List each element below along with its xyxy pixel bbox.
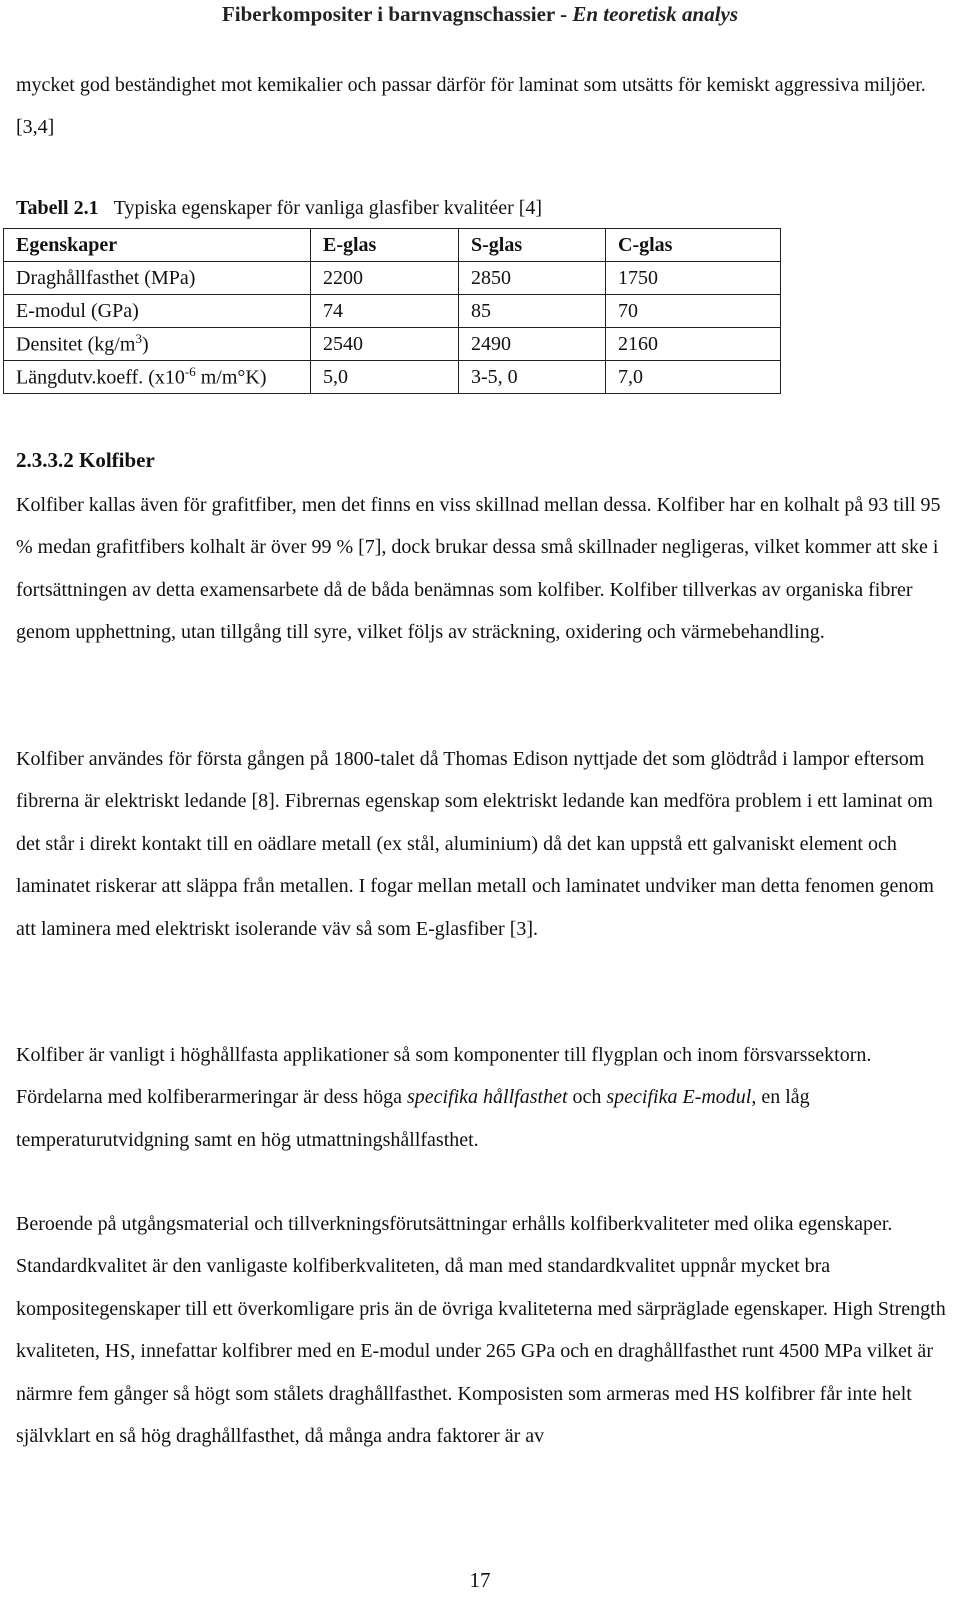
table-row bbox=[4, 328, 781, 361]
text-run: , en låg temperaturutvidgning samt en hög utmattningshållfasthet. bbox=[16, 1086, 810, 1151]
intro-paragraph: mycket god beständighet mot kemikalier och passar därför för laminat som utsätts för kemiskt aggressiva miljöer. [3,4] bbox=[16, 74, 926, 139]
table-header-cell: Egenskaper bbox=[4, 229, 311, 262]
table-header-cell: C-glas bbox=[606, 229, 781, 262]
row-label-superscript: 3 bbox=[135, 331, 142, 347]
row-label-suffix: m/m°K) bbox=[195, 366, 267, 389]
table-cell: 7,0 bbox=[606, 361, 781, 394]
text-run: Kolfiber är vanligt i höghållfasta applikationer så som komponenter till flygplan och inom försvarssektorn. Fördelarna med kolfiberarmeringar är dess höga bbox=[16, 1044, 872, 1109]
section-heading: 2.3.3.2 Kolfiber bbox=[16, 448, 155, 472]
table-header-row bbox=[4, 229, 781, 262]
row-label bbox=[4, 328, 311, 361]
table-cell: 5,0 bbox=[311, 361, 459, 394]
row-label: Draghållfasthet (MPa) bbox=[4, 262, 311, 295]
row-label-suffix: ) bbox=[141, 333, 149, 356]
table-label: Tabell 2.1 bbox=[16, 197, 99, 219]
row-label-superscript: -6 bbox=[184, 364, 196, 380]
table-cell: 85 bbox=[459, 295, 606, 328]
table-row bbox=[4, 361, 781, 394]
table-cell: 2200 bbox=[311, 262, 459, 295]
row-label-text: Längdutv.koeff. (x10 bbox=[16, 366, 185, 389]
text-run: och bbox=[567, 1086, 607, 1109]
table-row bbox=[4, 295, 781, 328]
table-cell: 70 bbox=[606, 295, 781, 328]
table-cell: 2850 bbox=[459, 262, 606, 295]
table-caption-text: Typiska egenskaper för vanliga glasfiber kvalitéer [4] bbox=[113, 197, 543, 219]
table-cell: 1750 bbox=[606, 262, 781, 295]
italic-term: specifika E-modul bbox=[606, 1086, 752, 1109]
paragraph-applications bbox=[16, 1034, 946, 1161]
table-header-cell: S-glas bbox=[459, 229, 606, 262]
paragraph-history: Kolfiber användes för första gången på 1800-talet då Thomas Edison nyttjade det som glödtråd i lampor eftersom fibrerna är elektriskt ledande [8]. Fibrernas egenskap som elektriskt ledande kan medföra problem i ett laminat om det står i direkt kontakt till en oädlare metall (ex stål, aluminium) då det kan uppstå ett galvaniskt element och laminatet riskerar att släppa från metallen. I fogar mellan metall och laminatet undviker man detta fenomen genom att laminera med elektriskt isolerande väv så som E-glasfiber [3]. bbox=[16, 748, 934, 940]
table-cell: 2540 bbox=[311, 328, 459, 361]
page-number: 17 bbox=[469, 1568, 491, 1592]
running-header bbox=[0, 2, 960, 27]
table-cell: 74 bbox=[311, 295, 459, 328]
italic-term: specifika hållfasthet bbox=[406, 1086, 568, 1109]
table-cell: 3-5, 0 bbox=[459, 361, 606, 394]
header-title: Fiberkompositer i barnvagnschassier - bbox=[221, 2, 573, 26]
paragraph-definition: Kolfiber kallas även för grafitfiber, men det finns en viss skillnad mellan dessa. Kolfiber har en kolhalt på 93 till 95 % medan grafitfibers kolhalt är över 99 % [7], dock brukar dessa små skillnader negligeras, vilket kommer att ske i fortsättningen av detta examensarbete då de båda benämnas som kolfiber. Kolfiber tillverkas av organiska fibrer genom upphettning, utan tillgång till syre, vilket följs av sträckning, oxidering och värmebehandling. bbox=[16, 494, 941, 644]
row-label: E-modul (GPa) bbox=[4, 295, 311, 328]
table-header-cell: E-glas bbox=[311, 229, 459, 262]
table-cell: 2490 bbox=[459, 328, 606, 361]
header-subtitle: En teoretisk analys bbox=[572, 2, 739, 26]
row-label-text: Densitet (kg/m bbox=[16, 333, 136, 356]
row-label bbox=[4, 361, 311, 394]
table-caption bbox=[16, 197, 542, 220]
table-cell: 2160 bbox=[606, 328, 781, 361]
glass-fiber-properties-table bbox=[3, 228, 781, 394]
paragraph-qualities: Beroende på utgångsmaterial och tillverkningsförutsättningar erhålls kolfiberkvaliteter med olika egenskaper. Standardkvalitet är den vanligaste kolfiberkvaliteten, då man med standardkvalitet uppnår mycket bra kompositegenskaper till ett överkomligare pris än de övriga kvaliteterna med särpräglade egenskaper. High Strength kvaliteten, HS, innefattar kolfibrer med en E-modul under 265 GPa och en draghållfasthet runt 4500 MPa vilket är närmre fem gånger så högt som stålets draghållfasthet. Komposisten som armeras med HS kolfibrer får inte helt självklart en så hög draghållfasthet, då många andra faktorer är av bbox=[16, 1213, 946, 1448]
table-row bbox=[4, 262, 781, 295]
